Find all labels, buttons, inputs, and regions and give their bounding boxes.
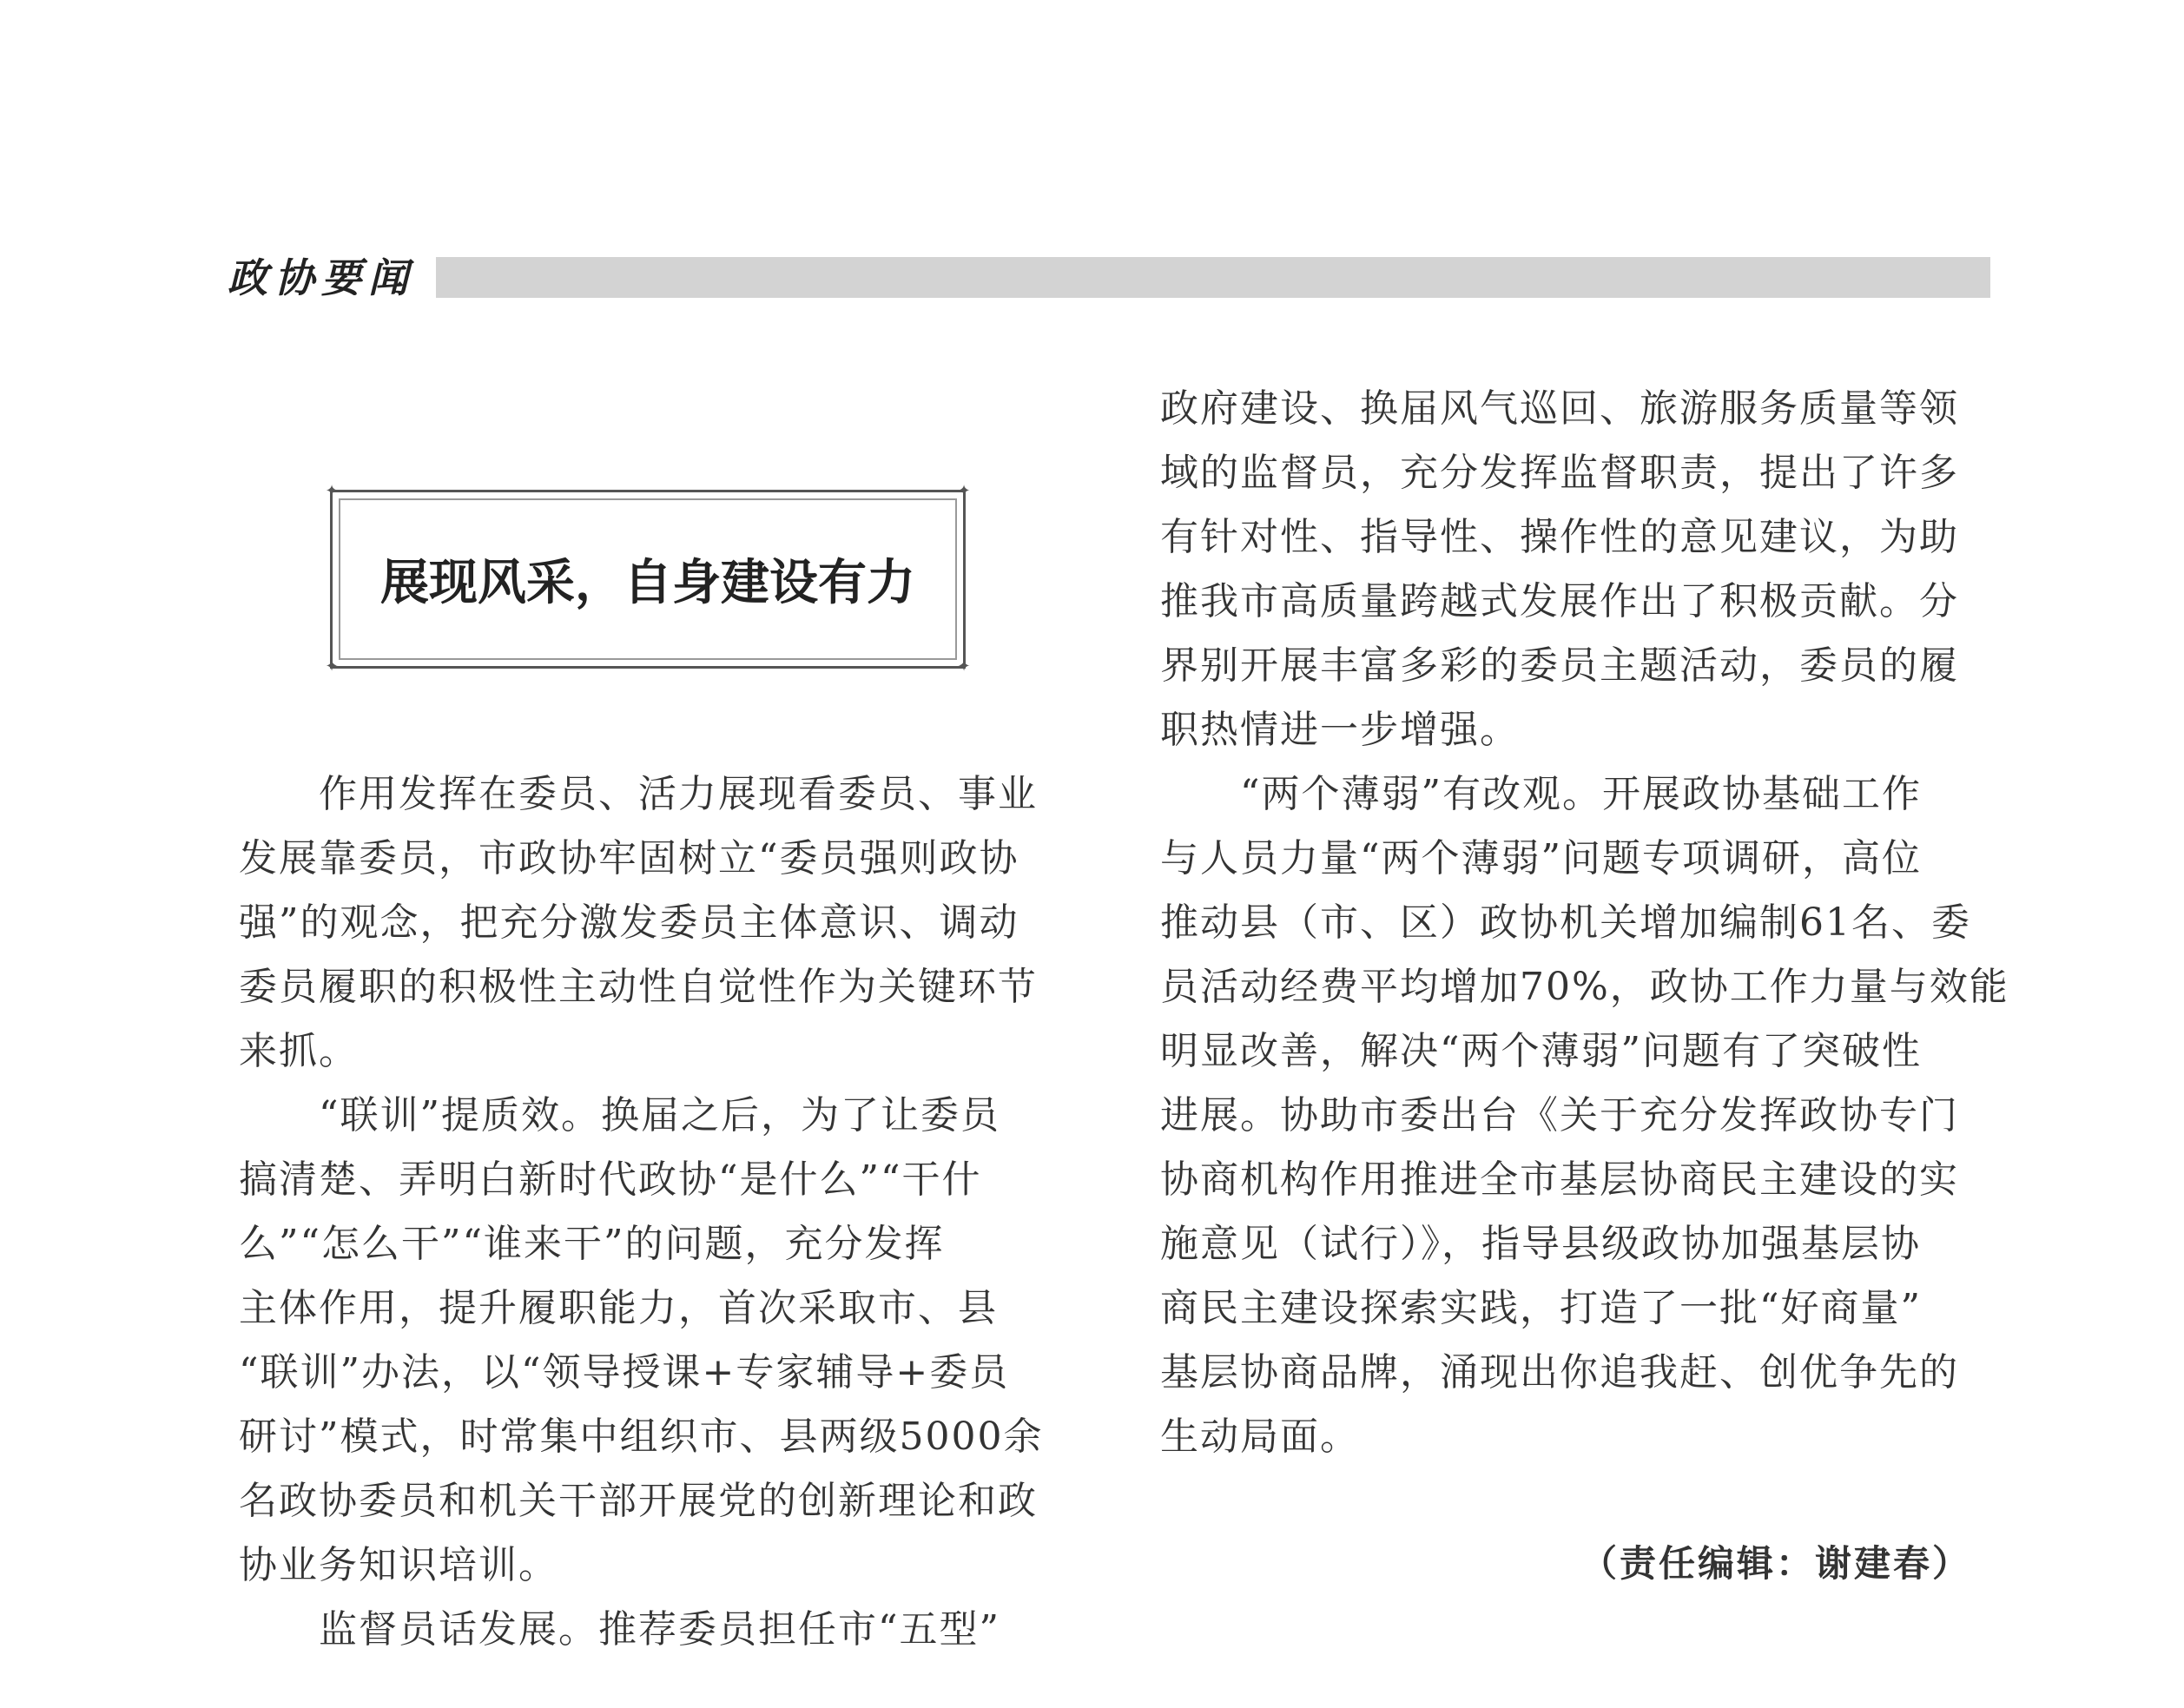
text-line: 协商机构作用推进全市基层协商民主建设的实 [1160,1157,1959,1202]
text-line: 基层协商品牌，涌现出你追我赶、创优争先的 [1160,1350,1959,1395]
text-line: 有针对性、指导性、操作性的意见建议，为助 [1160,515,1959,559]
text-line: 职热情进一步增强。 [1160,708,1520,752]
section-label: 政协要闻 [228,254,415,301]
text-line: 主体作用，提升履职能力，首次采取市、县 [239,1286,998,1330]
text-line: 委员履职的积极性主动性自觉性作为关键环节 [239,965,1038,1009]
text-line: 进展。协助市委出台《关于充分发挥政协专门 [1160,1093,1959,1138]
text-line: 作用发挥在委员、活力展现看委员、事业 [239,772,1038,816]
text-line: 明显改善，解决“两个薄弱”问题有了突破性 [1160,1029,1922,1073]
text-line: “联训”提质效。换届之后，为了让委员 [239,1093,1000,1138]
text-line: 监督员话发展。推荐委员担任市“五型” [239,1607,1000,1652]
ornament-corner-icon: ✦ [325,657,339,676]
text-line: “两个薄弱”有改观。开展政协基础工作 [1160,772,1922,816]
text-line: 发展靠委员，市政协牢固树立“委员强则政协 [239,836,1019,880]
text-line: 推我市高质量跨越式发展作出了积极贡献。分 [1160,579,1959,623]
text-line: 协业务知识培训。 [239,1543,558,1587]
text-line: 界别开展丰富多彩的委员主题活动，委员的履 [1160,643,1959,688]
text-line: 强”的观念，把充分激发委员主体意识、调动 [239,900,1019,945]
ornament-corner-icon: ✦ [957,657,971,676]
text-line: 政府建设、换届风气巡回、旅游服务质量等领 [1160,386,1959,431]
text-line: 生动局面。 [1160,1415,1360,1459]
box-title: 展现风采，自身建设有力 [380,555,915,611]
text-line: 域的监督员，充分发挥监督职责，提出了许多 [1160,451,1959,495]
text-line: 来抓。 [239,1029,359,1073]
ornament-corner-icon: ✦ [325,482,339,500]
text-line: “联训”办法，以“领导授课+专家辅导+委员 [239,1350,1010,1395]
text-line: 么”“怎么干”“谁来干”的问题，充分发挥 [239,1222,945,1266]
text-line: 研讨”模式，时常集中组织市、县两级5000余 [239,1415,1044,1459]
text-line: 与人员力量“两个薄弱”问题专项调研，高位 [1160,836,1922,880]
ornament-corner-icon: ✦ [957,482,971,500]
text-line: 搞清楚、弄明白新时代政协“是什么”“干什 [239,1157,982,1202]
text-line: 员活动经费平均增加70%，政协工作力量与效能 [1160,965,2009,1009]
title-box [325,482,971,676]
text-line: 商民主建设探索实践，打造了一批“好商量” [1160,1286,1922,1330]
text-line: 名政协委员和机关干部开展党的创新理论和政 [239,1479,1038,1523]
editor-note: （责任编辑：谢建春） [1580,1542,1972,1585]
text-line: 施意见（试行）》，指导县级政协加强基层协 [1160,1222,1921,1266]
section-header-bar [436,257,1990,298]
text-line: 推动县（市、区）政协机关增加编制61名、委 [1160,900,1971,945]
